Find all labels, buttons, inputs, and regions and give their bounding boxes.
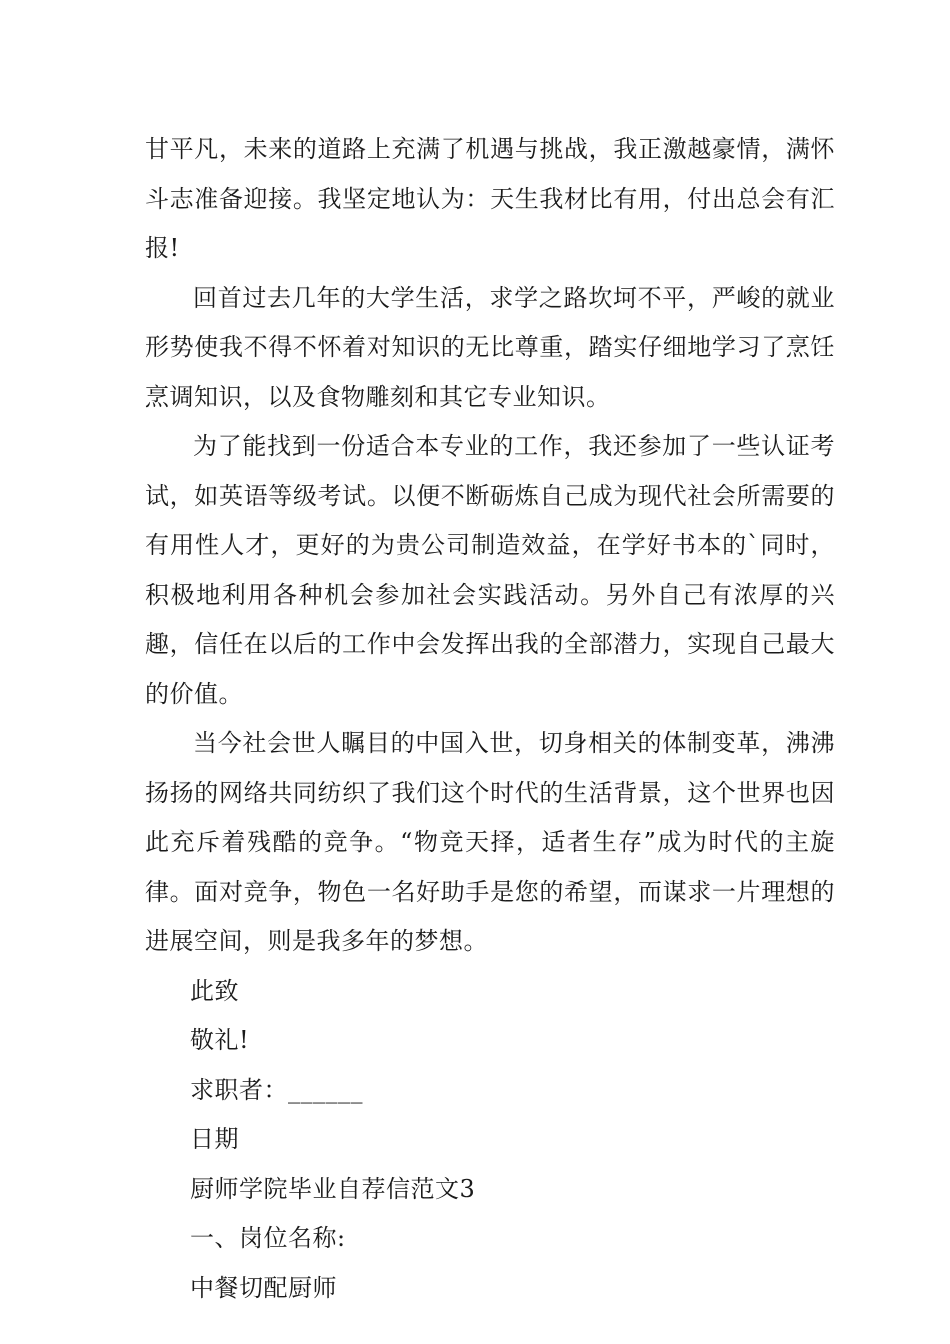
closing-applicant: 求职者：______ [190, 1075, 363, 1104]
section-title: 厨师学院毕业自荐信范文3 [190, 1174, 476, 1203]
closing-regards: 敬礼! [190, 1026, 250, 1054]
paragraph-competition: 当今社会世人瞩目的中国入世，切身相关的体制变革，沸沸扬扬的网络共同纺织了我们这个时代的生活背景，这个世界也因此充斥着残酷的竞争。“物竞天择，适者生存”成为时代的主旋律。面对竞争，物色一名好助手是您的希望，而谋求一片理想的进展空间，则是我多年的梦想。 [145, 729, 835, 955]
document-body [145, 125, 835, 1313]
section-item-heading: 一、岗位名称: [190, 1224, 346, 1252]
paragraph-continuation: 甘平凡，未来的道路上充满了机遇与挑战，我正激越豪情，满怀斗志准备迎接。我坚定地认为：天生我材比有用，付出总会有汇报! [145, 135, 835, 262]
closing-salutation: 此致 [190, 976, 239, 1005]
paragraph-certification: 为了能找到一份适合本专业的工作，我还参加了一些认证考试，如英语等级考试。以便不断砺炼自己成为现代社会所需要的有用性人才，更好的为贵公司制造效益，在学好书本的`同时，积极地利用各种机会参加社会实践活动。另外自己有浓厚的兴趣，信任在以后的工作中会发挥出我的全部潜力，实现自己最大的价值。 [145, 432, 835, 708]
section-item-value: 中餐切配厨师 [190, 1273, 337, 1302]
closing-date: 日期 [190, 1125, 239, 1153]
paragraph-university-life: 回首过去几年的大学生活，求学之路坎坷不平，严峻的就业形势使我不得不怀着对知识的无比尊重，踏实仔细地学习了烹饪烹调知识，以及食物雕刻和其它专业知识。 [145, 283, 835, 411]
